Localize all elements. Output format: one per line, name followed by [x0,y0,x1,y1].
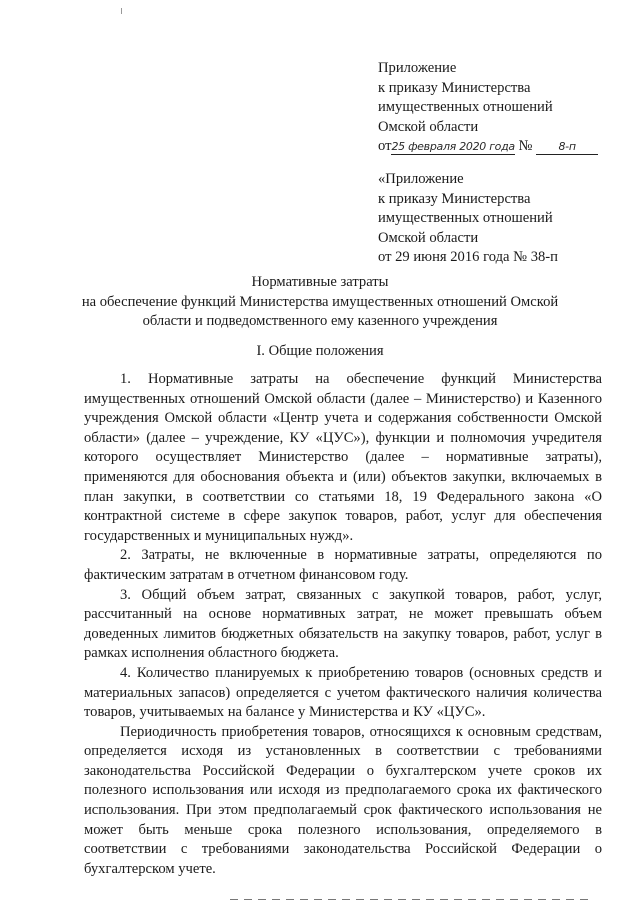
paragraph-4: 4. Количество планируемых к приобретению товаров (основных средств и материальных запасов) определяется с учетом фактического наличия количества товаров, учитываемых на балансе у Министерства и КУ «ЦУС». [84,664,602,721]
document-body [84,370,602,879]
annex-order-line: к приказу Министерства [378,79,531,96]
prev-annex-region-line: Омской области [378,229,479,246]
prev-annex-date-line: от 29 июня 2016 года № 38-п [378,249,558,266]
prev-annex-order-line: к приказу Министерства [378,190,531,207]
section-heading: I. Общие положения [256,343,384,359]
handwritten-number: 8-п [536,139,598,155]
scan-footer-rule [230,899,590,900]
title-line-2: на обеспечение функций Министерства имущественных отношений Омской [81,293,559,310]
annex-from-prefix: от [378,138,392,155]
title-line-3: области и подведомственного ему казенного учреждения [142,313,498,330]
prev-annex-ministry-line: имущественных отношений [378,210,553,227]
prev-annex-label: «Приложение [378,171,464,187]
annex-region-line: Омской области [378,118,479,135]
annex-date-number-line [378,137,618,157]
annex-header-previous [378,170,618,268]
paragraph-5: Периодичность приобретения товаров, относящихся к основным средствам, определяется исходя из установленных в соответствии с требованиями законодательства Российской Федерации о бухгалтерском учете сроков их полезного использования или исходя из предполагаемого срока их фактического использования. При этом предполагаемый срок фактического использования не может быть меньше срока полезного использования, определяемого в соответствии с требованиями законодательства Российской Федерации о бухгалтерском учете. [84,723,602,877]
paragraph-2: 2. Затраты, не включенные в нормативные затраты, определяются по фактическим затратам в отчетном финансовом году. [84,547,602,583]
paragraph-1: 1. Нормативные затраты на обеспечение функций Министерства имущественных отношений Омской области (далее – Министерство) и Казенного учреждения Омской области «Центр учета и содержания собственности Омской области» (далее – учреждение, КУ «ЦУС»), функции и полномочия учредителя которого осуществляет Министерство (далее – нормативные затраты), применяются для обоснования объекта и (или) объектов закупки, включаемых в план закупки, в соответствии со статьями 18, 19 Федерального закона «О контрактной системе в сфере закупок товаров, работ, услуг для обеспечения государственных и муниципальных нужд». [84,371,602,544]
document-title [40,273,600,332]
number-sign: № [518,138,533,155]
title-line-1: Нормативные затраты [251,274,389,290]
annex-header-current [378,59,618,157]
paragraph-3: 3. Общий объем затрат, связанных с закупкой товаров, работ, услуг, рассчитанный на основе нормативных затрат, не может превышать объем доведенных лимитов бюджетных обязательств на закупку товаров, работ, услуг в рамках исполнения областного бюджета. [84,586,602,662]
annex-ministry-line: имущественных отношений [378,99,553,116]
annex-label: Приложение [378,60,457,76]
scan-mark [121,8,122,14]
handwritten-date: 25 февраля 2020 года [391,140,515,154]
